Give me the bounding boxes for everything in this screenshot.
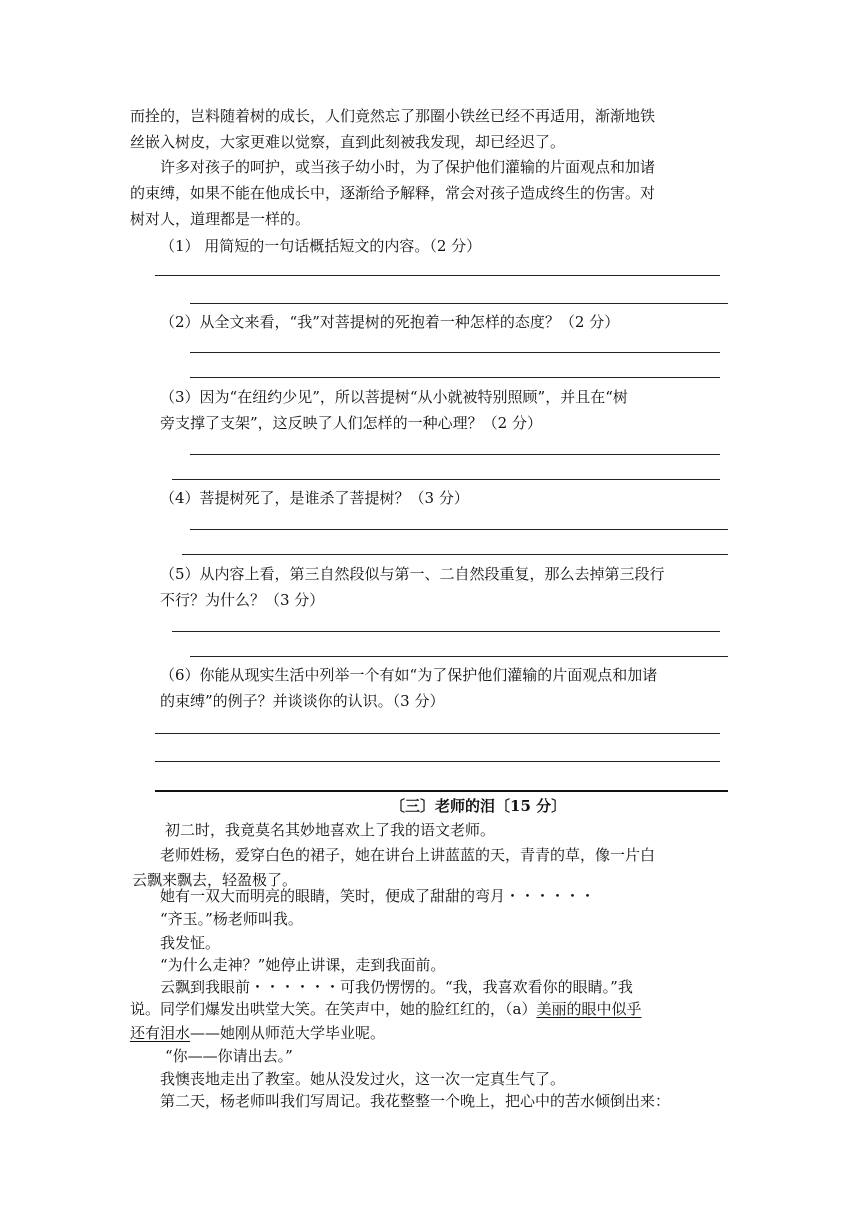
answer-line-q4-a[interactable] — [190, 529, 728, 530]
passage-p1-line1: 而拴的，岂料随着树的成长，人们竟然忘了那圈小铁丝已经不再适用，渐渐地铁 — [130, 107, 656, 125]
answer-line-q2-b[interactable] — [190, 377, 720, 378]
section-3-line-11: “你——你请出去。” — [165, 1047, 293, 1065]
question-6-line1: （6）你能从现实生活中列举一个有如“为了保护他们灌输的片面观点和加诸 — [160, 666, 658, 684]
section-3-line-06: 我发怔。 — [160, 934, 221, 952]
passage-p1-line2: 丝嵌入树皮，大家更难以觉察，直到此刻被我发现，却已经迟了。 — [130, 133, 566, 151]
section-3-line-12: 我懊丧地走出了教室。她从没发过火，这一次一定真生气了。 — [160, 1070, 566, 1088]
answer-line-q1-b[interactable] — [190, 303, 728, 304]
section-3-line-08: 云飘到我眼前・・・・・・可我仍愣愣的。“我，我喜欢看你的眼睛。”我 — [160, 978, 633, 996]
section-3-line-02: 老师姓杨，爱穿白色的裙子，她在讲台上讲蓝蓝的天，青青的草，像一片白 — [160, 846, 656, 864]
answer-line-q3-b[interactable] — [172, 479, 720, 480]
question-5-line2: 不行？为什么？（3 分） — [160, 591, 325, 609]
answer-line-q2-a[interactable] — [190, 352, 720, 353]
underlined-phrase-a-part2: 还有泪水 — [130, 1024, 191, 1042]
answer-line-q6-c[interactable] — [155, 790, 728, 792]
underlined-phrase-a-part1: 美丽的眼中似乎 — [536, 1000, 642, 1018]
section-3-line-01: 初二时，我竟莫名其妙地喜欢上了我的语文老师。 — [165, 821, 496, 839]
answer-line-q5-a[interactable] — [172, 631, 720, 632]
answer-line-q4-b[interactable] — [182, 554, 728, 555]
passage-p2-line2: 的束缚，如果不能在他成长中，逐渐给予解释，常会对孩子造成终生的伤害。对 — [130, 184, 656, 202]
section-3-line-09 — [130, 997, 730, 1021]
section-3-line-03: 云飘来飘去，轻盈极了。 — [132, 871, 298, 889]
passage-p2-line1: 许多对孩子的呵护，或当孩子幼小时，为了保护他们灌输的片面观点和加诸 — [160, 158, 656, 176]
question-2: （2）从全文来看，“我”对菩提树的死抱着一种怎样的态度？（2 分） — [160, 313, 620, 331]
question-4: （4）菩提树死了，是谁杀了菩提树？（3 分） — [160, 489, 469, 507]
question-1: （1） 用简短的一句话概括短文的内容。（2 分） — [160, 237, 482, 255]
section-3-line-07: “为什么走神？”她停止讲课，走到我面前。 — [160, 956, 446, 974]
answer-line-q6-b[interactable] — [155, 761, 720, 762]
question-5-line1: （5）从内容上看，第三自然段似与第一、二自然段重复，那么去掉第三段行 — [160, 565, 665, 583]
answer-line-q1-a[interactable] — [155, 275, 720, 276]
section-3-line-05: “齐玉。”杨老师叫我。 — [160, 910, 303, 928]
answer-line-q6-a[interactable] — [155, 733, 720, 734]
question-6-line2: 的束缚”的例子？并谈谈你的认识。（3 分） — [160, 692, 445, 710]
section-3-line-10-text: ——她刚从师范大学毕业呢。 — [190, 1024, 386, 1042]
passage-p2-line3: 树对人，道理都是一样的。 — [130, 210, 311, 228]
answer-line-q5-b[interactable] — [190, 656, 728, 657]
question-3-line2: 旁支撑了支架”，这反映了人们怎样的一种心理？（2 分） — [160, 414, 542, 432]
section-3-line-04: 她有一双大而明亮的眼睛，笑时，便成了甜甜的弯月・・・・・・ — [160, 887, 596, 905]
section-3-line-09-text: 说。同学们爆发出哄堂大笑。在笑声中，她的脸红红的，（a） — [130, 1000, 537, 1018]
section-3-title: 〔三〕老师的泪〔15 分〕 — [390, 797, 567, 815]
question-3-line1: （3）因为“在纽约少见”，所以菩提树“从小就被特别照顾”，并且在“树 — [160, 388, 628, 406]
answer-line-q3-a[interactable] — [190, 454, 720, 455]
section-3-line-13: 第二天，杨老师叫我们写周记。我花整整一个晚上，把心中的苦水倾倒出来： — [160, 1092, 671, 1110]
section-3-line-10 — [130, 1021, 730, 1045]
